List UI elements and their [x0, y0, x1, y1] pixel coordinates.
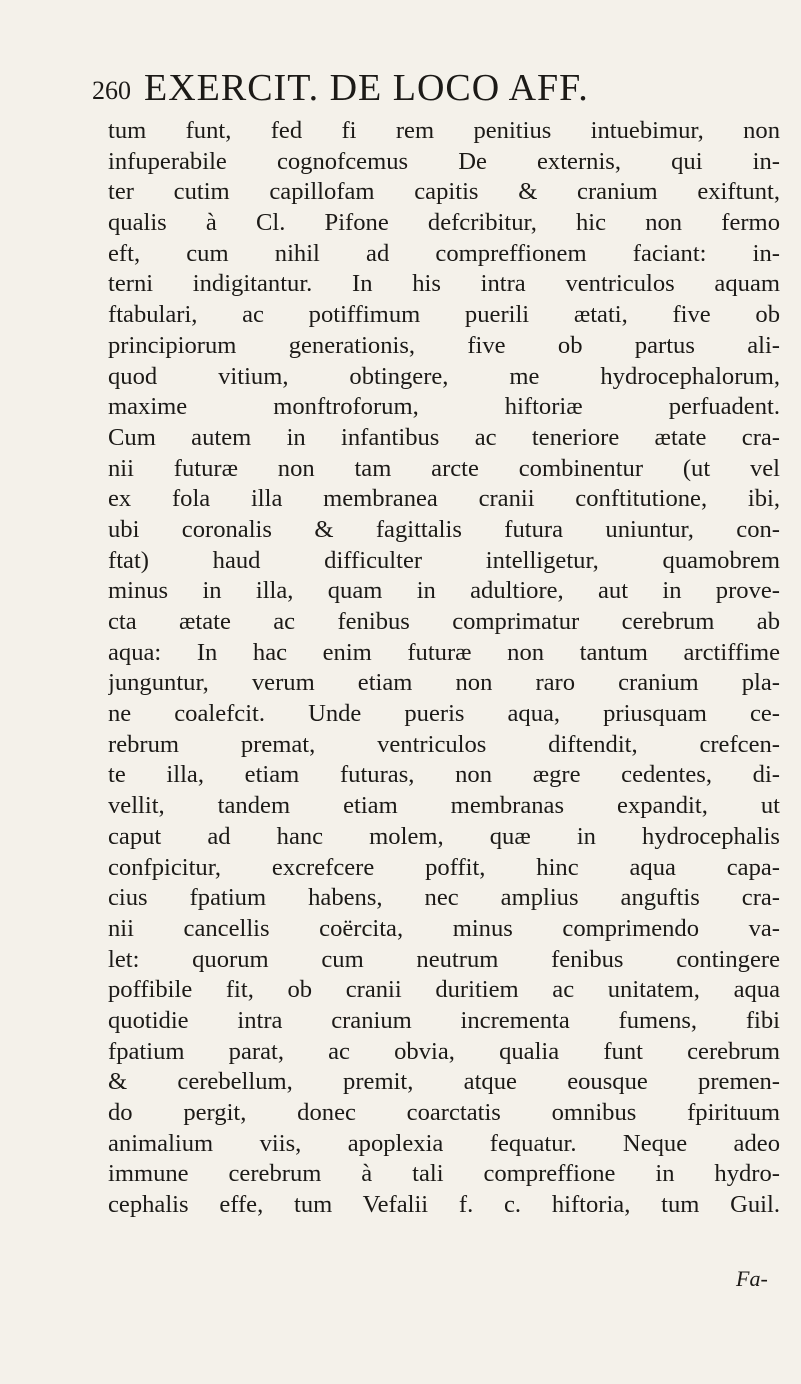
text-line: poffibile fit, ob cranii duritiem ac unitatem, aqua — [108, 976, 780, 1004]
text-line: fpatium parat, ac obvia, qualia funt cerebrum — [108, 1037, 780, 1065]
text-line: qualis à Cl. Pifone defcribitur, hic non fermo — [108, 209, 780, 237]
text-line: terni indigitantur. In his intra ventriculos aquam — [108, 270, 780, 298]
text-line: minus in illa, quam in adultiore, aut in prove- — [108, 577, 780, 605]
text-line: ex fola illa membranea cranii conftitutione, ibi, — [108, 485, 780, 513]
text-line: quotidie intra cranium incrementa fumens, fibi — [108, 1006, 780, 1034]
text-line: ftabulari, ac potiffimum puerili ætati, five ob — [108, 301, 780, 329]
text-line: caput ad hanc molem, quæ in hydrocephalis — [108, 822, 780, 850]
text-line: principiorum generationis, five ob partus ali- — [108, 331, 780, 359]
text-line: vellit, tandem etiam membranas expandit, ut — [108, 792, 780, 820]
text-line: nii futuræ non tam arcte combinentur (ut vel — [108, 454, 780, 482]
text-line: maxime monftroforum, hiftoriæ perfuadent. — [108, 393, 780, 421]
text-line: cephalis effe, tum Vefalii f. c. hiftoria, tum Guil. — [108, 1191, 780, 1219]
text-line: animalium viis, apoplexia fequatur. Neque adeo — [108, 1129, 780, 1157]
text-line: ubi coronalis & fagittalis futura uniuntur, con- — [108, 515, 780, 543]
text-line: do pergit, donec coarctatis omnibus fpirituum — [108, 1099, 780, 1126]
text-line: Cum autem in infantibus ac teneriore ætate cra- — [108, 423, 780, 451]
text-line: confpicitur, excrefcere poffit, hinc aqua capa- — [108, 853, 780, 881]
text-line: ter cutim capillofam capitis & cranium exiftunt, — [108, 178, 780, 206]
text-line: rebrum premat, ventriculos diftendit, crefcen- — [108, 730, 780, 758]
text-line: ftat) haud difficulter intelligetur, quamobrem — [108, 546, 780, 574]
page-header — [92, 62, 772, 112]
catchword: Fa- — [736, 1266, 768, 1291]
text-line: immune cerebrum à tali compreffione in hydro- — [108, 1160, 780, 1188]
text-line: junguntur, verum etiam non raro cranium pla- — [108, 669, 780, 697]
text-line: let: quorum cum neutrum fenibus contingere — [108, 945, 780, 973]
text-line: nii cancellis coërcita, minus comprimendo va- — [108, 914, 780, 942]
page-number: 260 — [92, 76, 131, 105]
text-line: & cerebellum, premit, atque eousque premen- — [108, 1068, 780, 1096]
text-line: cta ætate ac fenibus comprimatur cerebrum ab — [108, 608, 780, 635]
text-line: te illa, etiam futuras, non ægre cedentes, di- — [108, 761, 780, 789]
running-title: EXERCIT. DE LOCO AFF. — [144, 67, 589, 109]
text-line: quod vitium, obtingere, me hydrocephalorum, — [108, 362, 780, 390]
body-text — [108, 116, 780, 1221]
text-line: cius fpatium habens, nec amplius anguftis cra- — [108, 884, 780, 912]
text-line: ne coalefcit. Unde pueris aqua, priusquam ce- — [108, 700, 780, 728]
text-line: eft, cum nihil ad compreffionem faciant: in- — [108, 239, 780, 267]
text-line: tum funt, fed fi rem penitius intuebimur, non — [108, 117, 780, 144]
text-line: aqua: In hac enim futuræ non tantum arctiffime — [108, 638, 780, 666]
text-line: infuperabile cognofcemus De externis, qui in- — [108, 147, 780, 175]
